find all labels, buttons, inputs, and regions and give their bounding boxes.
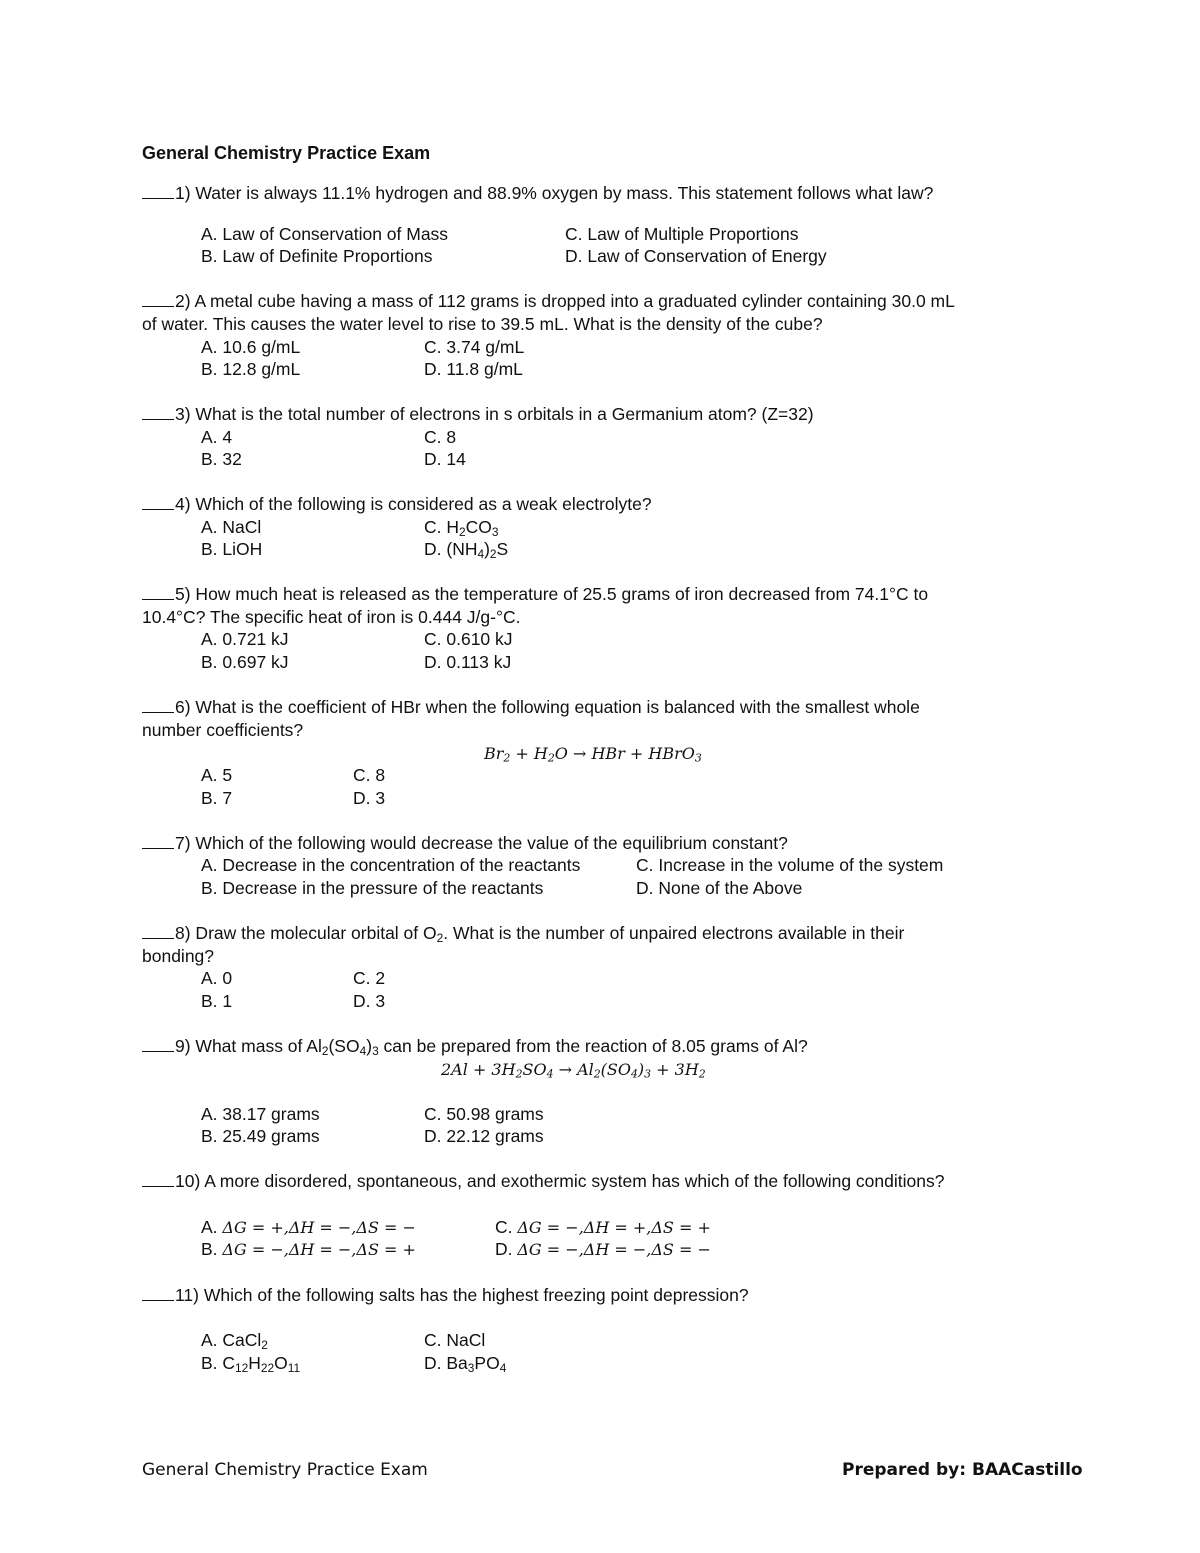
answer-blank [142,1170,174,1187]
q9-equation: $2Al + 3H_2SO_4 \to Al_2(SO_4)_3 + 3H_2$ [441,1060,706,1081]
q3-option-b: B. 32 [201,449,242,469]
q6-option-c: C. 8 [353,765,386,785]
answer-blank [142,1035,174,1052]
answer-blank [142,182,174,199]
answer-blank [142,290,174,307]
question-11: 11) Which of the following salts has the highest freezing point depression? [142,1284,749,1307]
q11-option-c: C. NaCl [424,1330,486,1350]
q4-option-b: B. LiOH [201,539,263,559]
q2-option-c: C. 3.74 g/mL [424,337,525,357]
q8-option-c: C. 2 [353,968,386,988]
q3-option-c: C. 8 [424,427,457,447]
q7-option-c: C. Increase in the volume of the system [636,855,944,875]
q11-option-d: D. $Ba_3PO_4$ [424,1353,507,1375]
q4-option-a: A. NaCl [201,517,262,537]
q8-option-d: D. 3 [353,991,386,1011]
q6-option-d: D. 3 [353,788,386,808]
q5-option-b: B. 0.697 kJ [201,652,289,672]
q6-equation: $Br_2 + H_2O$ → HBr + HBrO$_3$ [484,744,702,765]
q1-option-b: B. Law of Definite Proportions [201,246,433,266]
footer-title: General Chemistry Practice Exam [142,1460,428,1480]
q2-option-d: D. 11.8 g/mL [424,359,523,379]
q10-option-a: A. ΔG = +,ΔH = −,ΔS = − [201,1217,416,1237]
question-5-line2: 10.4°C? The specific heat of iron is 0.444 J/g-°C. [142,607,521,627]
q3-option-a: A. 4 [201,427,233,447]
q8-option-b: B. 1 [201,991,233,1011]
q8-option-a: A. 0 [201,968,233,988]
question-8-line2: bonding? [142,946,215,966]
q9-option-a: A. 38.17 grams [201,1104,320,1124]
question-6-line2: number coefficients? [142,720,304,740]
q9-option-c: C. 50.98 grams [424,1104,544,1124]
question-9: 9) What mass of $Al_2(SO_4)_3$ can be prepared from the reaction of 8.05 grams of Al? [142,1035,808,1058]
q7-option-d: D. None of the Above [636,878,803,898]
q2-option-b: B. 12.8 g/mL [201,359,301,379]
q7-option-a: A. Decrease in the concentration of the reactants [201,855,581,875]
question-8: 8) Draw the molecular orbital of $O_2$. What is the number of unpaired electrons available in their [142,922,904,945]
footer-author: Prepared by: BAACastillo [842,1460,1083,1480]
answer-blank [142,922,174,939]
question-6: 6) What is the coefficient of HBr when the following equation is balanced with the smallest whole [142,696,920,719]
q1-option-d: D. Law of Conservation of Energy [565,246,827,266]
answer-blank [142,583,174,600]
question-2: 2) A metal cube having a mass of 112 grams is dropped into a graduated cylinder containing 30.0 mL [142,290,955,313]
q5-option-c: C. 0.610 kJ [424,629,513,649]
page-title: General Chemistry Practice Exam [142,143,431,163]
q2-option-a: A. 10.6 g/mL [201,337,301,357]
q4-option-d: D. $(NH_4)_2S$ [424,539,509,561]
q5-option-a: A. 0.721 kJ [201,629,289,649]
q7-option-b: B. Decrease in the pressure of the reactants [201,878,544,898]
question-3: 3) What is the total number of electrons in s orbitals in a Germanium atom? (Z=32) [142,403,814,426]
q10-option-c: C. ΔG = −,ΔH = +,ΔS = + [495,1217,711,1237]
q10-option-b: B. ΔG = −,ΔH = −,ΔS = + [201,1239,416,1259]
q9-option-d: D. 22.12 grams [424,1126,544,1146]
answer-blank [142,696,174,713]
q5-option-d: D. 0.113 kJ [424,652,512,672]
question-2-line2: of water. This causes the water level to rise to 39.5 mL. What is the density of the cube? [142,314,823,334]
question-5: 5) How much heat is released as the temperature of 25.5 grams of iron decreased from 74.1°C to [142,583,928,606]
q3-option-d: D. 14 [424,449,466,469]
question-10: 10) A more disordered, spontaneous, and exothermic system has which of the following conditions? [142,1170,944,1193]
question-4: 4) Which of the following is considered as a weak electrolyte? [142,493,652,516]
answer-blank [142,493,174,510]
q9-option-b: B. 25.49 grams [201,1126,320,1146]
answer-blank [142,832,174,849]
answer-blank [142,1284,174,1301]
q10-option-d: D. ΔG = −,ΔH = −,ΔS = − [495,1239,711,1259]
question-1: 1) Water is always 11.1% hydrogen and 88.9% oxygen by mass. This statement follows what law? [142,182,933,205]
q6-option-b: B. 7 [201,788,233,808]
q4-option-c: C. $H_2CO_3$ [424,517,499,539]
q11-option-b: B. $C_{12}H_{22}O_{11}$ [201,1353,301,1375]
q11-option-a: A. CaCl$_2$ [201,1330,268,1352]
q1-option-c: C. Law of Multiple Proportions [565,224,799,244]
question-7: 7) Which of the following would decrease the value of the equilibrium constant? [142,832,788,855]
q1-option-a: A. Law of Conservation of Mass [201,224,449,244]
answer-blank [142,403,174,420]
q6-option-a: A. 5 [201,765,233,785]
